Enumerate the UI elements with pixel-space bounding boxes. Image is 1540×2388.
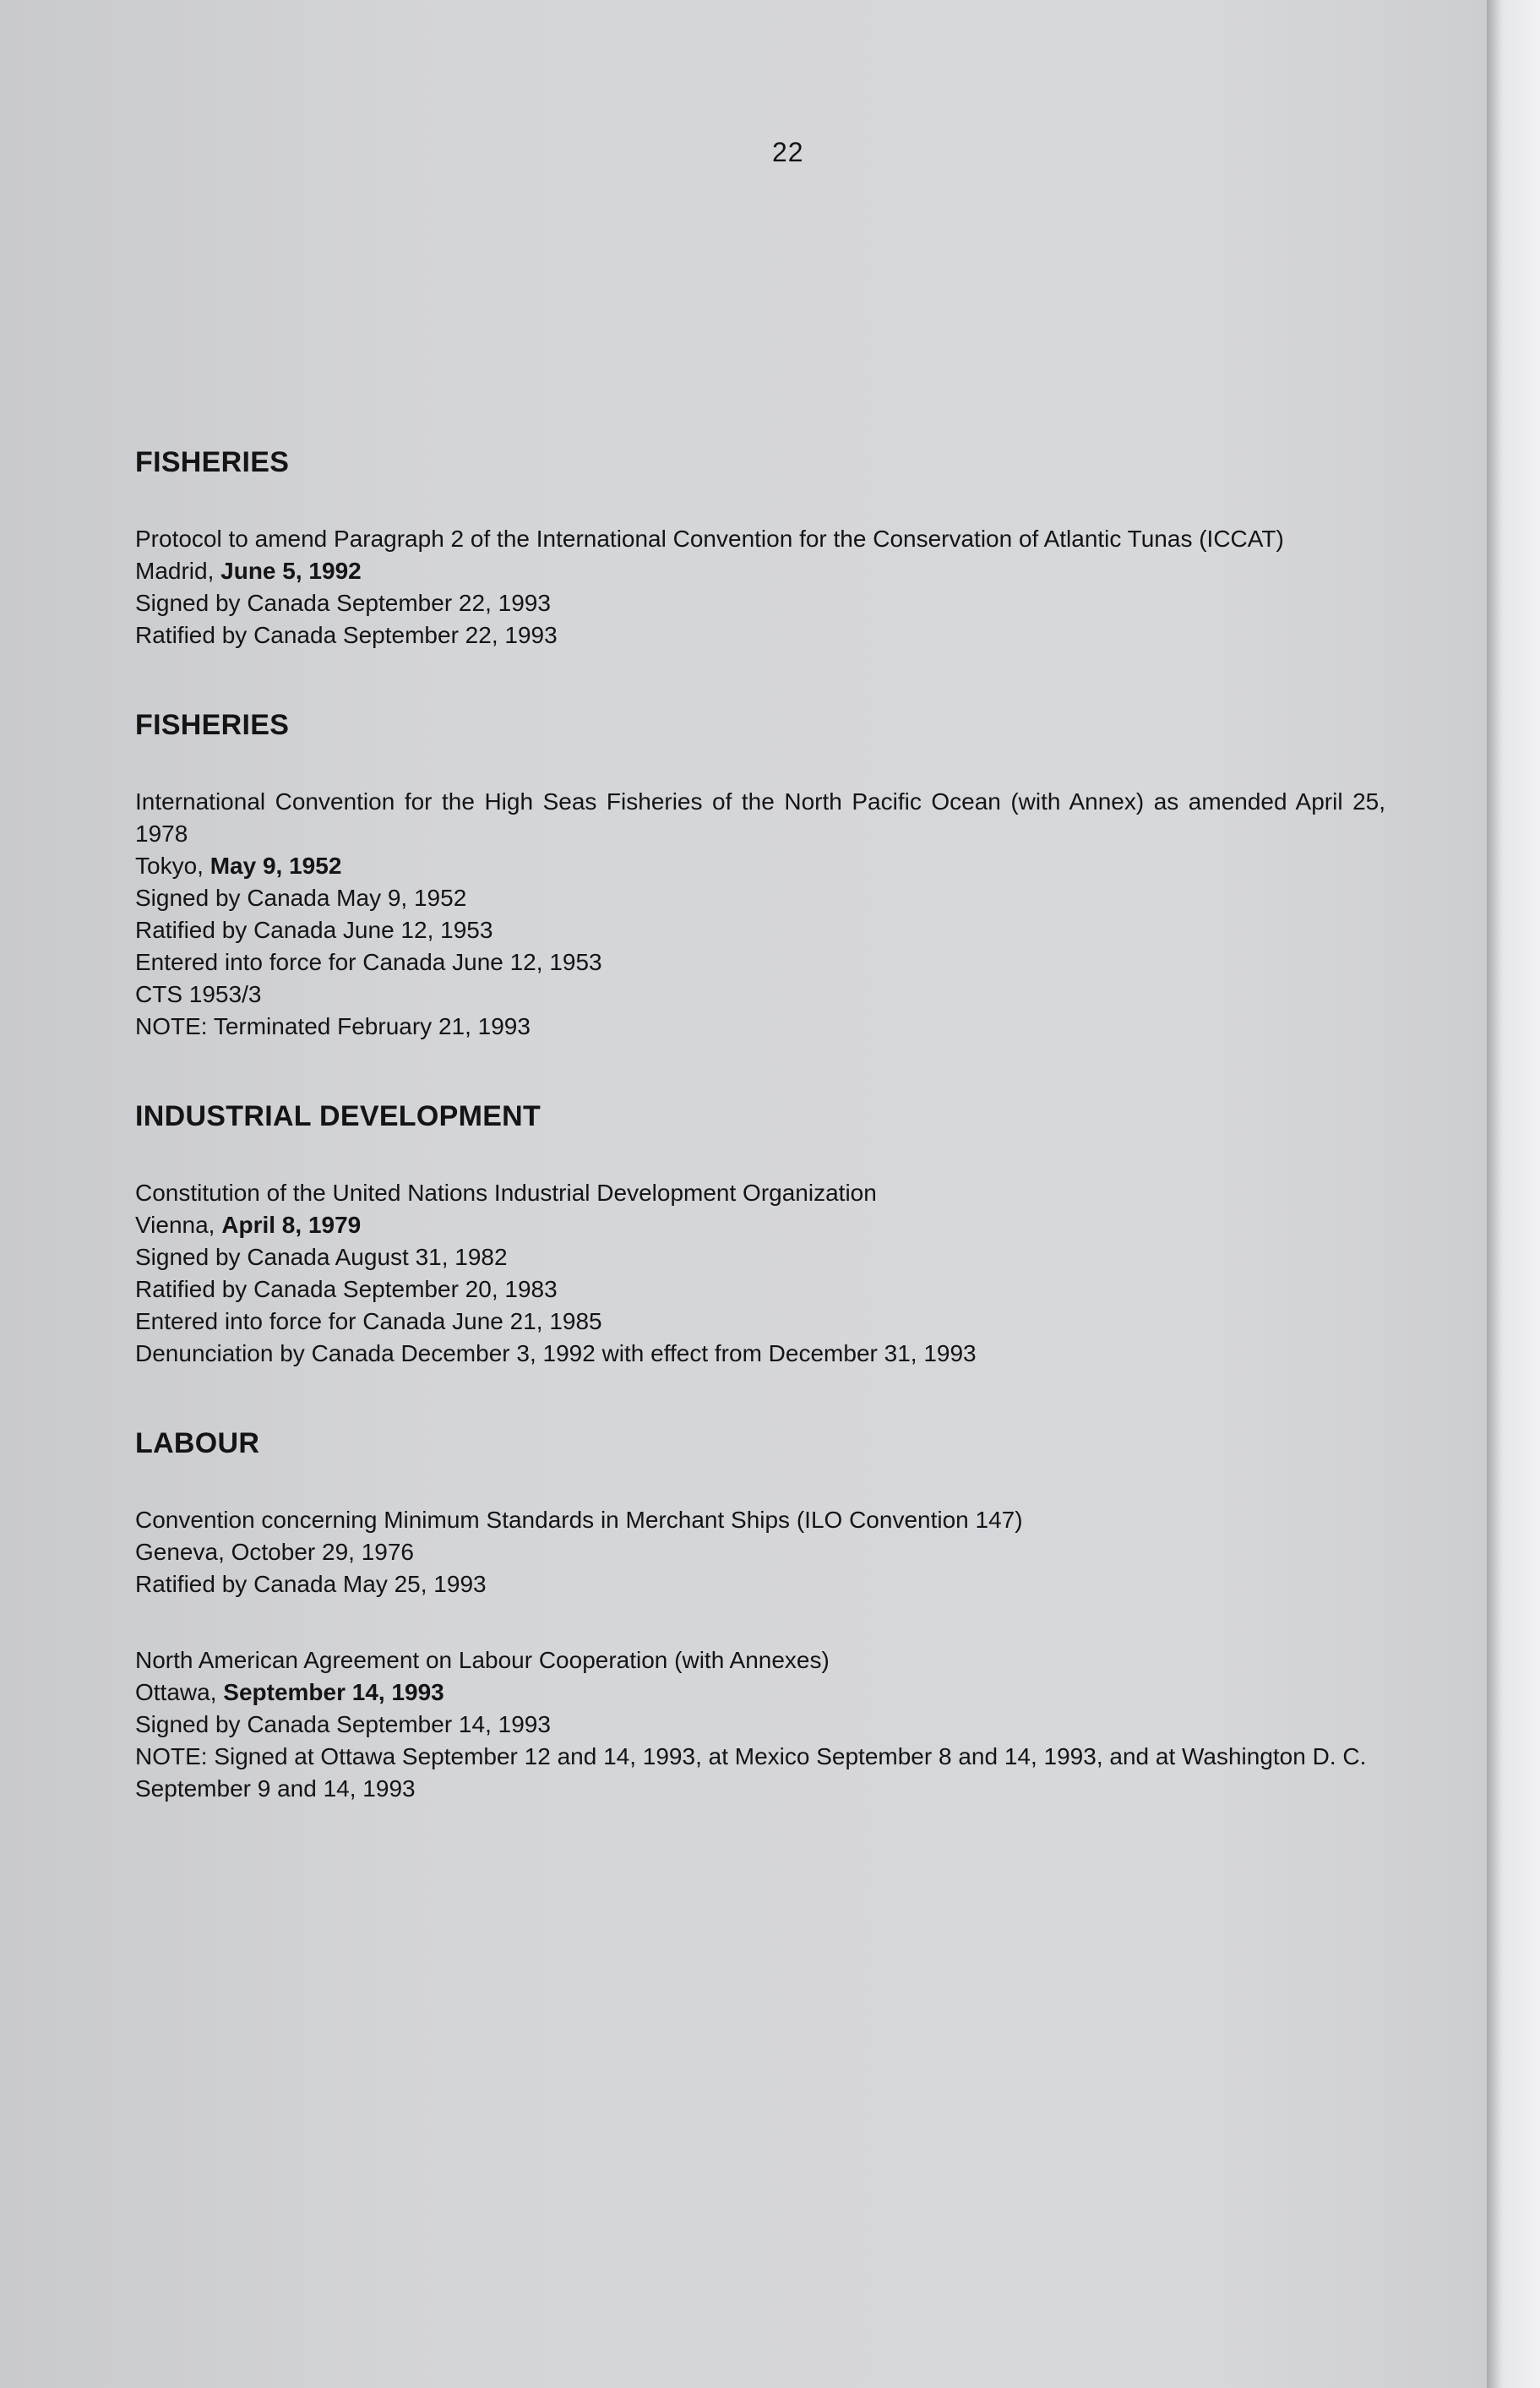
treaty-detail: NOTE: Terminated February 21, 1993 <box>135 1013 531 1039</box>
page-number: 22 <box>772 137 804 167</box>
treaty-detail: Signed by Canada May 9, 1952 <box>135 885 467 911</box>
treaty-detail: Signed by Canada August 31, 1982 <box>135 1244 508 1270</box>
treaty-place-date <box>135 1209 1385 1241</box>
treaty-entry <box>135 1644 1385 1805</box>
treaty-entry <box>135 1504 1385 1600</box>
treaty-date: September 14, 1993 <box>223 1679 444 1705</box>
section-heading: INDUSTRIAL DEVELOPMENT <box>135 1100 541 1132</box>
treaty-title: North American Agreement on Labour Cooperation (with Annexes) <box>135 1647 830 1673</box>
treaty-detail: Ratified by Canada May 25, 1993 <box>135 1571 487 1597</box>
treaty-place: Madrid, <box>135 558 215 584</box>
treaty-place: Vienna, <box>135 1212 215 1238</box>
treaty-title: Constitution of the United Nations Industrial Development Organization <box>135 1180 877 1206</box>
treaty-detail: Ratified by Canada September 20, 1983 <box>135 1276 558 1302</box>
treaty-place-date <box>135 555 1385 587</box>
section-heading: LABOUR <box>135 1427 260 1459</box>
treaty-detail: Signed by Canada September 14, 1993 <box>135 1711 551 1737</box>
treaty-detail: Ratified by Canada September 22, 1993 <box>135 622 558 648</box>
treaty-place: Tokyo, <box>135 853 204 879</box>
section-fisheries <box>135 446 1385 652</box>
section-heading: FISHERIES <box>135 709 290 741</box>
section-labour <box>135 1427 1385 1805</box>
treaty-place: Ottawa, <box>135 1679 217 1705</box>
section-heading: FISHERIES <box>135 446 290 478</box>
treaty-place: Geneva, October 29, 1976 <box>135 1539 414 1565</box>
treaty-place-date <box>135 1536 1385 1568</box>
treaty-detail: Denunciation by Canada December 3, 1992 with effect from December 31, 1993 <box>135 1340 977 1366</box>
treaty-detail: Entered into force for Canada June 21, 1985 <box>135 1308 602 1334</box>
treaty-detail: Ratified by Canada June 12, 1953 <box>135 917 493 943</box>
treaty-entry <box>135 523 1385 652</box>
treaty-detail: CTS 1953/3 <box>135 981 262 1007</box>
treaty-title: International Convention for the High Seas Fisheries of the North Pacific Ocean (with Annex) as amended April 25, 1978 <box>135 788 1385 847</box>
treaty-title: Convention concerning Minimum Standards in Merchant Ships (ILO Convention 147) <box>135 1507 1023 1533</box>
treaty-entry <box>135 1177 1385 1370</box>
treaty-detail: NOTE: Signed at Ottawa September 12 and 14, 1993, at Mexico September 8 and 14, 1993, and at Washington D. C. September 9 and 14, 1993 <box>135 1743 1367 1802</box>
treaty-title: Protocol to amend Paragraph 2 of the International Convention for the Conservation of Atlantic Tunas (ICCAT) <box>135 526 1284 552</box>
treaty-date: April 8, 1979 <box>221 1212 362 1238</box>
treaty-detail: Signed by Canada September 22, 1993 <box>135 590 551 616</box>
treaty-place-date <box>135 850 1385 882</box>
treaty-list <box>135 446 1385 1862</box>
section-industrial-development <box>135 1100 1385 1370</box>
treaty-date: May 9, 1952 <box>210 853 342 879</box>
section-fisheries <box>135 709 1385 1043</box>
treaty-entry <box>135 786 1385 1043</box>
page-edge <box>1487 0 1540 2388</box>
treaty-date: June 5, 1992 <box>220 558 362 584</box>
treaty-place-date <box>135 1677 1385 1709</box>
treaty-detail: Entered into force for Canada June 12, 1953 <box>135 949 602 975</box>
